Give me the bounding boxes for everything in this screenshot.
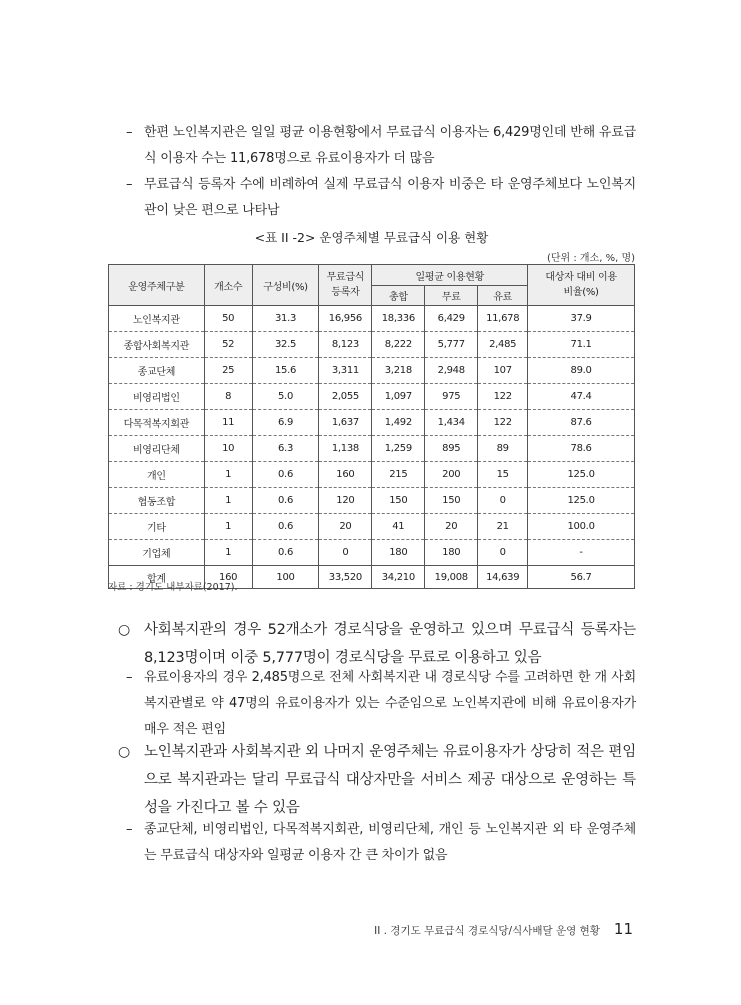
intro-bullet-1 <box>126 120 636 172</box>
cell-registered: 1,637 <box>319 410 372 436</box>
cell-entity: 기업체 <box>109 540 205 566</box>
cell-count: 10 <box>204 436 252 462</box>
total-cell-entity: 합계 <box>109 566 205 589</box>
total-cell-rate: 56.7 <box>528 566 635 589</box>
cell-entity: 비영리법인 <box>109 384 205 410</box>
cell-registered: 0 <box>319 540 372 566</box>
cell-total: 18,336 <box>372 306 425 332</box>
cell-rate: 37.9 <box>528 306 635 332</box>
cell-rate: 125.0 <box>528 488 635 514</box>
cell-ratio: 0.6 <box>252 488 319 514</box>
cell-registered: 160 <box>319 462 372 488</box>
table-row <box>109 462 635 488</box>
cell-paid: 0 <box>478 540 528 566</box>
header-free: 무료 <box>425 286 478 306</box>
cell-paid: 107 <box>478 358 528 384</box>
cell-entity: 기타 <box>109 514 205 540</box>
intro-bullet-2-text: 무료급식 등록자 수에 비례하여 실제 무료급식 이용자 비중은 타 운영주체보다 노인복지관이 낮은 편으로 나타남 <box>144 177 636 218</box>
table-row <box>109 410 635 436</box>
cell-paid: 21 <box>478 514 528 540</box>
header-total: 총합 <box>372 286 425 306</box>
total-cell-count: 160 <box>204 566 252 589</box>
total-cell-free: 19,008 <box>425 566 478 589</box>
cell-count: 8 <box>204 384 252 410</box>
total-cell-ratio: 100 <box>252 566 319 589</box>
cell-count: 52 <box>204 332 252 358</box>
cell-paid: 89 <box>478 436 528 462</box>
cell-free: 975 <box>425 384 478 410</box>
cell-free: 5,777 <box>425 332 478 358</box>
page-footer <box>374 920 633 938</box>
cell-rate: 89.0 <box>528 358 635 384</box>
header-paid: 유료 <box>478 286 528 306</box>
cell-total: 1,259 <box>372 436 425 462</box>
cell-entity: 다목적복지회관 <box>109 410 205 436</box>
cell-count: 1 <box>204 488 252 514</box>
cell-free: 180 <box>425 540 478 566</box>
total-cell-registered: 33,520 <box>319 566 372 589</box>
circle-bullet-1-text: 사회복지관의 경우 52개소가 경로식당을 운영하고 있으며 무료급식 등록자는 8,123명이며 이중 5,777명이 경로식당을 무료로 이용하고 있음 <box>144 622 636 666</box>
cell-rate: 100.0 <box>528 514 635 540</box>
table-row <box>109 306 635 332</box>
cell-count: 1 <box>204 540 252 566</box>
cell-ratio: 0.6 <box>252 514 319 540</box>
table-caption: <표 II -2> 운영주체별 무료급식 이용 현황 <box>254 230 489 245</box>
dash-marker: – <box>126 125 133 140</box>
dash-marker: – <box>126 177 133 192</box>
sub-bullet-2-text: 종교단체, 비영리법인, 다목적복지회관, 비영리단체, 개인 등 노인복지관 외 타 운영주체는 무료급식 대상자와 일평균 이용자 간 큰 차이가 없음 <box>144 822 636 863</box>
cell-rate: - <box>528 540 635 566</box>
sub-bullet-1-text: 유료이용자의 경우 2,485명으로 전체 사회복지관 내 경로식당 수를 고려하면 한 개 사회복지관별로 약 47명의 유료이용자가 있는 수준임으로 노인복지관에 비해 유료이용자가 매우 적은 편임 <box>144 670 636 737</box>
cell-rate: 125.0 <box>528 462 635 488</box>
cell-count: 1 <box>204 462 252 488</box>
circle-bullet-2-text: 노인복지관과 사회복지관 외 나머지 운영주체는 유료이용자가 상당히 적은 편임으로 복지관과는 달리 무료급식 대상자만을 서비스 제공 대상으로 운영하는 특성을 가진다고 볼 수 있음 <box>144 744 636 816</box>
cell-total: 3,218 <box>372 358 425 384</box>
table-row <box>109 384 635 410</box>
cell-rate: 78.6 <box>528 436 635 462</box>
cell-registered: 16,956 <box>319 306 372 332</box>
intro-bullet-2 <box>126 172 636 224</box>
table-source: 자료 : 경기도 내부자료(2017). <box>108 582 238 593</box>
cell-registered: 20 <box>319 514 372 540</box>
table-row <box>109 436 635 462</box>
cell-registered: 3,311 <box>319 358 372 384</box>
total-cell-paid: 14,639 <box>478 566 528 589</box>
cell-free: 2,948 <box>425 358 478 384</box>
cell-entity: 노인복지관 <box>109 306 205 332</box>
table-row <box>109 540 635 566</box>
cell-registered: 120 <box>319 488 372 514</box>
cell-ratio: 15.6 <box>252 358 319 384</box>
cell-ratio: 6.3 <box>252 436 319 462</box>
cell-entity: 비영리단체 <box>109 436 205 462</box>
cell-count: 50 <box>204 306 252 332</box>
cell-count: 11 <box>204 410 252 436</box>
cell-total: 8,222 <box>372 332 425 358</box>
cell-total: 1,492 <box>372 410 425 436</box>
usage-table <box>108 264 635 589</box>
cell-paid: 122 <box>478 410 528 436</box>
cell-count: 1 <box>204 514 252 540</box>
cell-ratio: 31.3 <box>252 306 319 332</box>
footer-chapter: II . 경기도 무료급식 경로식당/식사배달 운영 현황 <box>374 925 600 937</box>
cell-paid: 15 <box>478 462 528 488</box>
header-rate: 대상자 대비 이용비율(%) <box>528 265 635 306</box>
cell-entity: 협동조합 <box>109 488 205 514</box>
intro-bullet-1-text: 한편 노인복지관은 일일 평균 이용현황에서 무료급식 이용자는 6,429명인데 반해 유료급식 이용자 수는 11,678명으로 유료이용자가 더 많음 <box>144 125 636 166</box>
table-body <box>109 306 635 589</box>
cell-ratio: 0.6 <box>252 540 319 566</box>
circle-marker: ○ <box>118 622 131 638</box>
cell-total: 41 <box>372 514 425 540</box>
cell-rate: 87.6 <box>528 410 635 436</box>
cell-free: 1,434 <box>425 410 478 436</box>
dash-marker: – <box>126 822 133 837</box>
cell-entity: 개인 <box>109 462 205 488</box>
cell-registered: 2,055 <box>319 384 372 410</box>
table-row <box>109 358 635 384</box>
cell-total: 180 <box>372 540 425 566</box>
cell-paid: 122 <box>478 384 528 410</box>
cell-rate: 47.4 <box>528 384 635 410</box>
cell-ratio: 6.9 <box>252 410 319 436</box>
cell-total: 150 <box>372 488 425 514</box>
circle-bullet-2 <box>118 738 636 822</box>
table-row <box>109 514 635 540</box>
cell-paid: 0 <box>478 488 528 514</box>
circle-marker: ○ <box>118 744 131 760</box>
cell-total: 215 <box>372 462 425 488</box>
page-number: 11 <box>613 920 633 938</box>
total-cell-total: 34,210 <box>372 566 425 589</box>
cell-ratio: 5.0 <box>252 384 319 410</box>
cell-free: 6,429 <box>425 306 478 332</box>
cell-paid: 2,485 <box>478 332 528 358</box>
header-ratio: 구성비(%) <box>252 265 319 306</box>
sub-bullet-2 <box>126 817 636 869</box>
cell-total: 1,097 <box>372 384 425 410</box>
header-daily-group: 일평균 이용현황 <box>372 265 528 286</box>
cell-count: 25 <box>204 358 252 384</box>
header-count: 개소수 <box>204 265 252 306</box>
cell-free: 20 <box>425 514 478 540</box>
dash-marker: – <box>126 670 133 685</box>
cell-registered: 1,138 <box>319 436 372 462</box>
circle-bullet-1 <box>118 616 636 672</box>
cell-rate: 71.1 <box>528 332 635 358</box>
cell-ratio: 32.5 <box>252 332 319 358</box>
cell-free: 150 <box>425 488 478 514</box>
cell-free: 200 <box>425 462 478 488</box>
cell-free: 895 <box>425 436 478 462</box>
cell-entity: 종교단체 <box>109 358 205 384</box>
header-registered: 무료급식 등록자 <box>319 265 372 306</box>
sub-bullet-1 <box>126 665 636 743</box>
header-entity: 운영주체구분 <box>109 265 205 306</box>
cell-entity: 종합사회복지관 <box>109 332 205 358</box>
cell-registered: 8,123 <box>319 332 372 358</box>
table-unit: (단위 : 개소, %, 명) <box>546 253 635 264</box>
table-row <box>109 332 635 358</box>
cell-ratio: 0.6 <box>252 462 319 488</box>
cell-paid: 11,678 <box>478 306 528 332</box>
table-row <box>109 488 635 514</box>
